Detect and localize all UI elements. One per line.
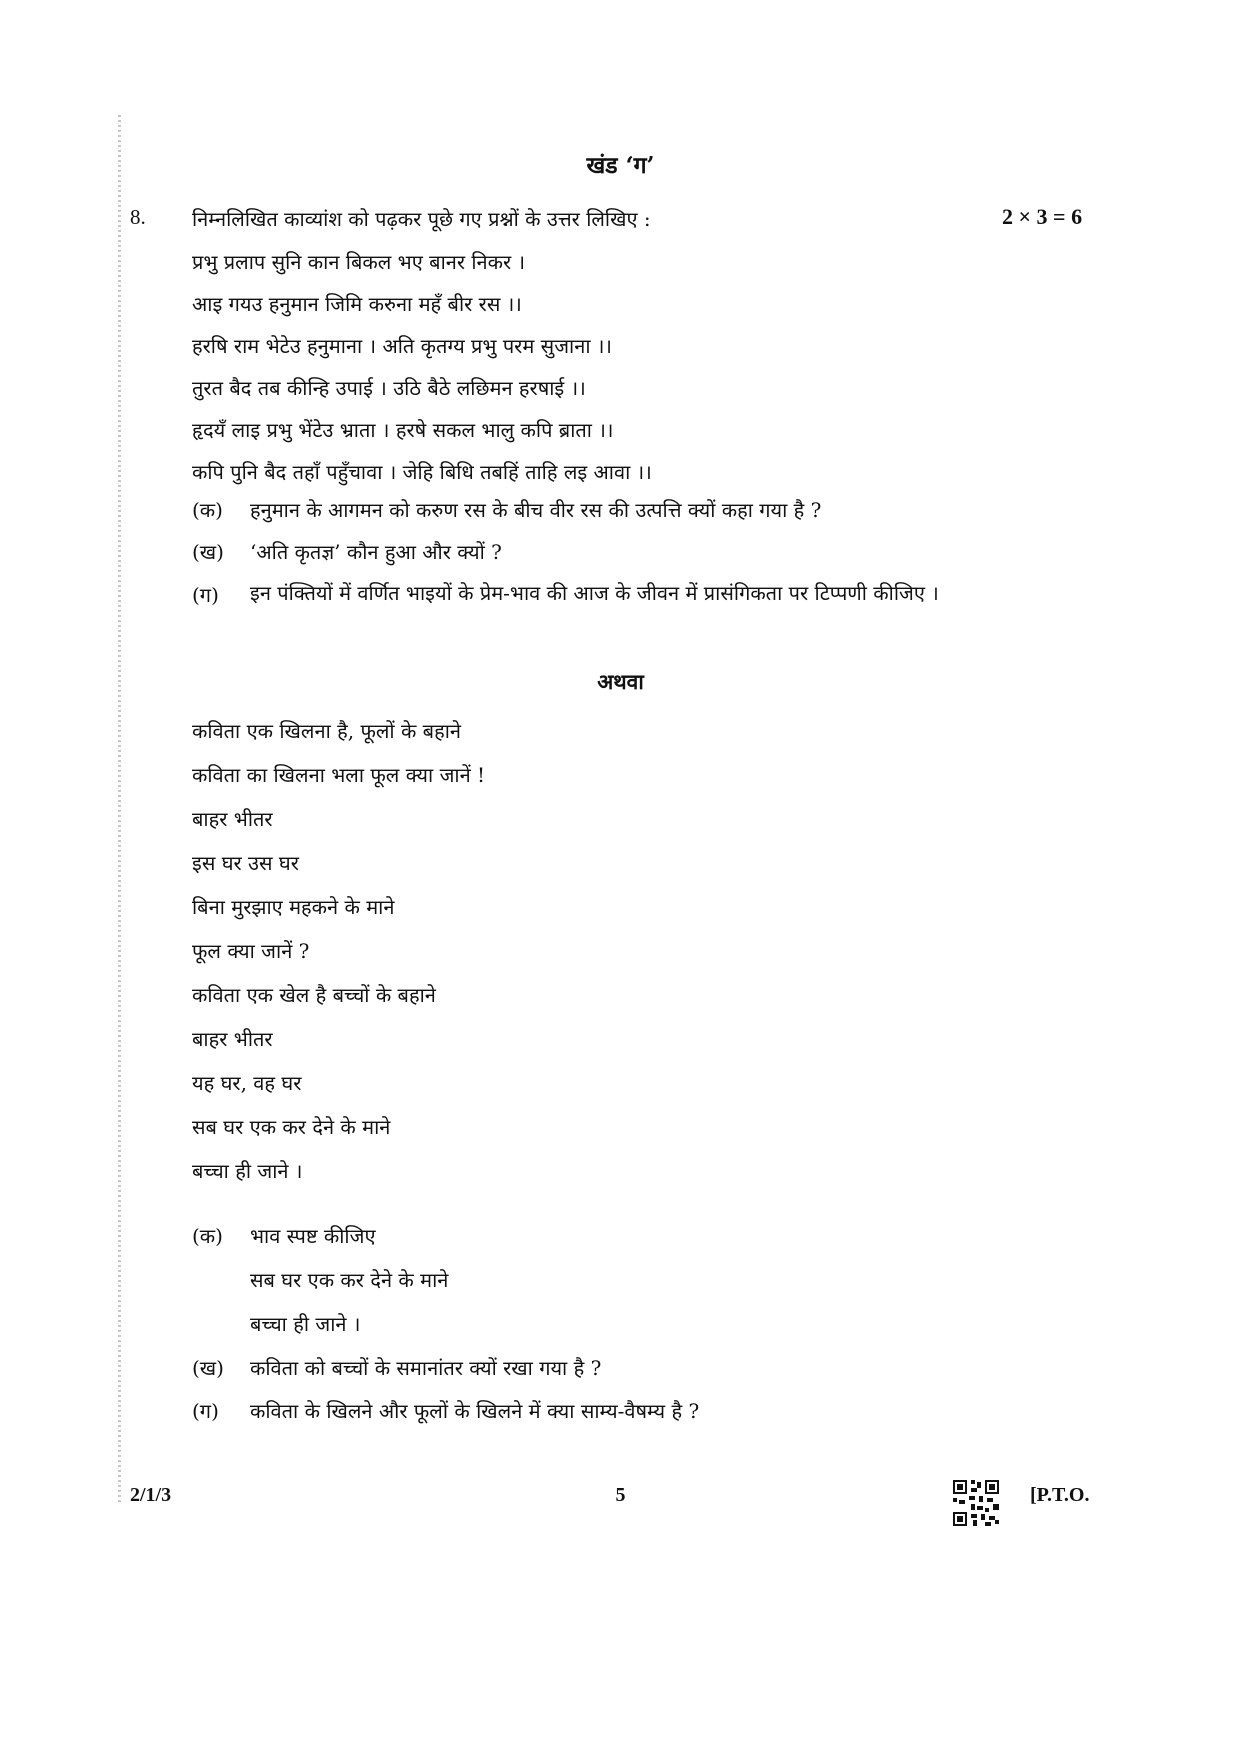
subquestion-text: भाव स्पष्ट कीजिए (250, 1224, 376, 1248)
subquestion-label: (ख) (192, 1356, 224, 1380)
question-number: 8. (130, 205, 146, 229)
subquestion-text: कविता के खिलने और फूलों के खिलने में क्या साम्य-वैषम्य है ? (250, 1399, 700, 1423)
poem-line: सब घर एक कर देने के माने (192, 1115, 391, 1139)
subquestion-label: (ग) (192, 583, 219, 607)
question-marks: 2 × 3 = 6 (1002, 204, 1083, 229)
question-instruction: निम्नलिखित काव्यांश को पढ़कर पूछे गए प्रश्नों के उत्तर लिखिए : (192, 207, 651, 231)
subquestion-text: कविता को बच्चों के समानांतर क्यों रखा गया है ? (250, 1356, 602, 1380)
subquestion-label: (क) (192, 498, 223, 522)
poem-line: तुरत बैद तब कीन्हि उपाई । उठि बैठे लछिमन हरषाई ।। (192, 376, 586, 400)
page-number: 5 (615, 1484, 626, 1506)
subquestion-text: हनुमान के आगमन को करुण रस के बीच वीर रस की उत्पत्ति क्यों कहा गया है ? (250, 498, 822, 522)
poem-line: कविता एक खेल है बच्चों के बहाने (192, 983, 436, 1007)
poem-line: फूल क्या जानें ? (192, 939, 310, 963)
subquestion-label: (ख) (192, 540, 224, 564)
poem-line: बाहर भीतर (192, 807, 273, 831)
poem-line: यह घर, वह घर (192, 1071, 302, 1095)
poem-line: हृदयँ लाइ प्रभु भेंटेउ भ्राता । हरषे सकल भालु कपि ब्राता ।। (192, 418, 614, 442)
poem-line: बच्चा ही जाने । (192, 1159, 303, 1183)
poem-passage-2 (192, 709, 485, 1193)
poem-passage-1 (192, 241, 652, 493)
poem-line: प्रभु प्रलाप सुनि कान बिकल भए बानर निकर । (192, 250, 526, 274)
alternative-heading: अथवा (597, 669, 644, 694)
subquestion-text: इन पंक्तियों में वर्णित भाइयों के प्रेम-भाव की आज के जीवन में प्रासंगिकता पर टिप्पणी कीजिए । (250, 581, 939, 605)
section-heading: खंड ‘ग’ (586, 152, 655, 179)
subquestion-label: (ग) (192, 1399, 219, 1423)
poem-line: कपि पुनि बैद तहाँ पहुँचावा । जेहि बिधि तबहिं ताहि लइ आवा ।। (192, 460, 652, 484)
please-turn-over-label: [P.T.O. (1030, 1484, 1090, 1506)
subquestion-quote-line: सब घर एक कर देने के माने (250, 1268, 449, 1292)
subquestion-quote-line: बच्चा ही जाने । (250, 1312, 361, 1336)
poem-line: बिना मुरझाए महकने के माने (192, 895, 395, 919)
poem-line: कविता का खिलना भला फूल क्या जानें ! (192, 763, 486, 787)
margin-security-strip (118, 115, 121, 1505)
paper-code: 2/1/3 (130, 1484, 172, 1506)
poem-line: इस घर उस घर (192, 851, 299, 875)
poem-line: हरषि राम भेटेउ हनुमाना । अति कृतग्य प्रभु परम सुजाना ।। (192, 334, 613, 358)
qr-code-icon (953, 1480, 999, 1526)
poem-line: बाहर भीतर (192, 1027, 273, 1051)
poem-line: कविता एक खिलना है, फूलों के बहाने (192, 719, 462, 743)
poem-line: आइ गयउ हनुमान जिमि करुना महँ बीर रस ।। (192, 292, 522, 316)
subquestion-label: (क) (192, 1224, 223, 1248)
subquestion-text: ‘अति कृतज्ञ’ कौन हुआ और क्यों ? (250, 540, 502, 564)
